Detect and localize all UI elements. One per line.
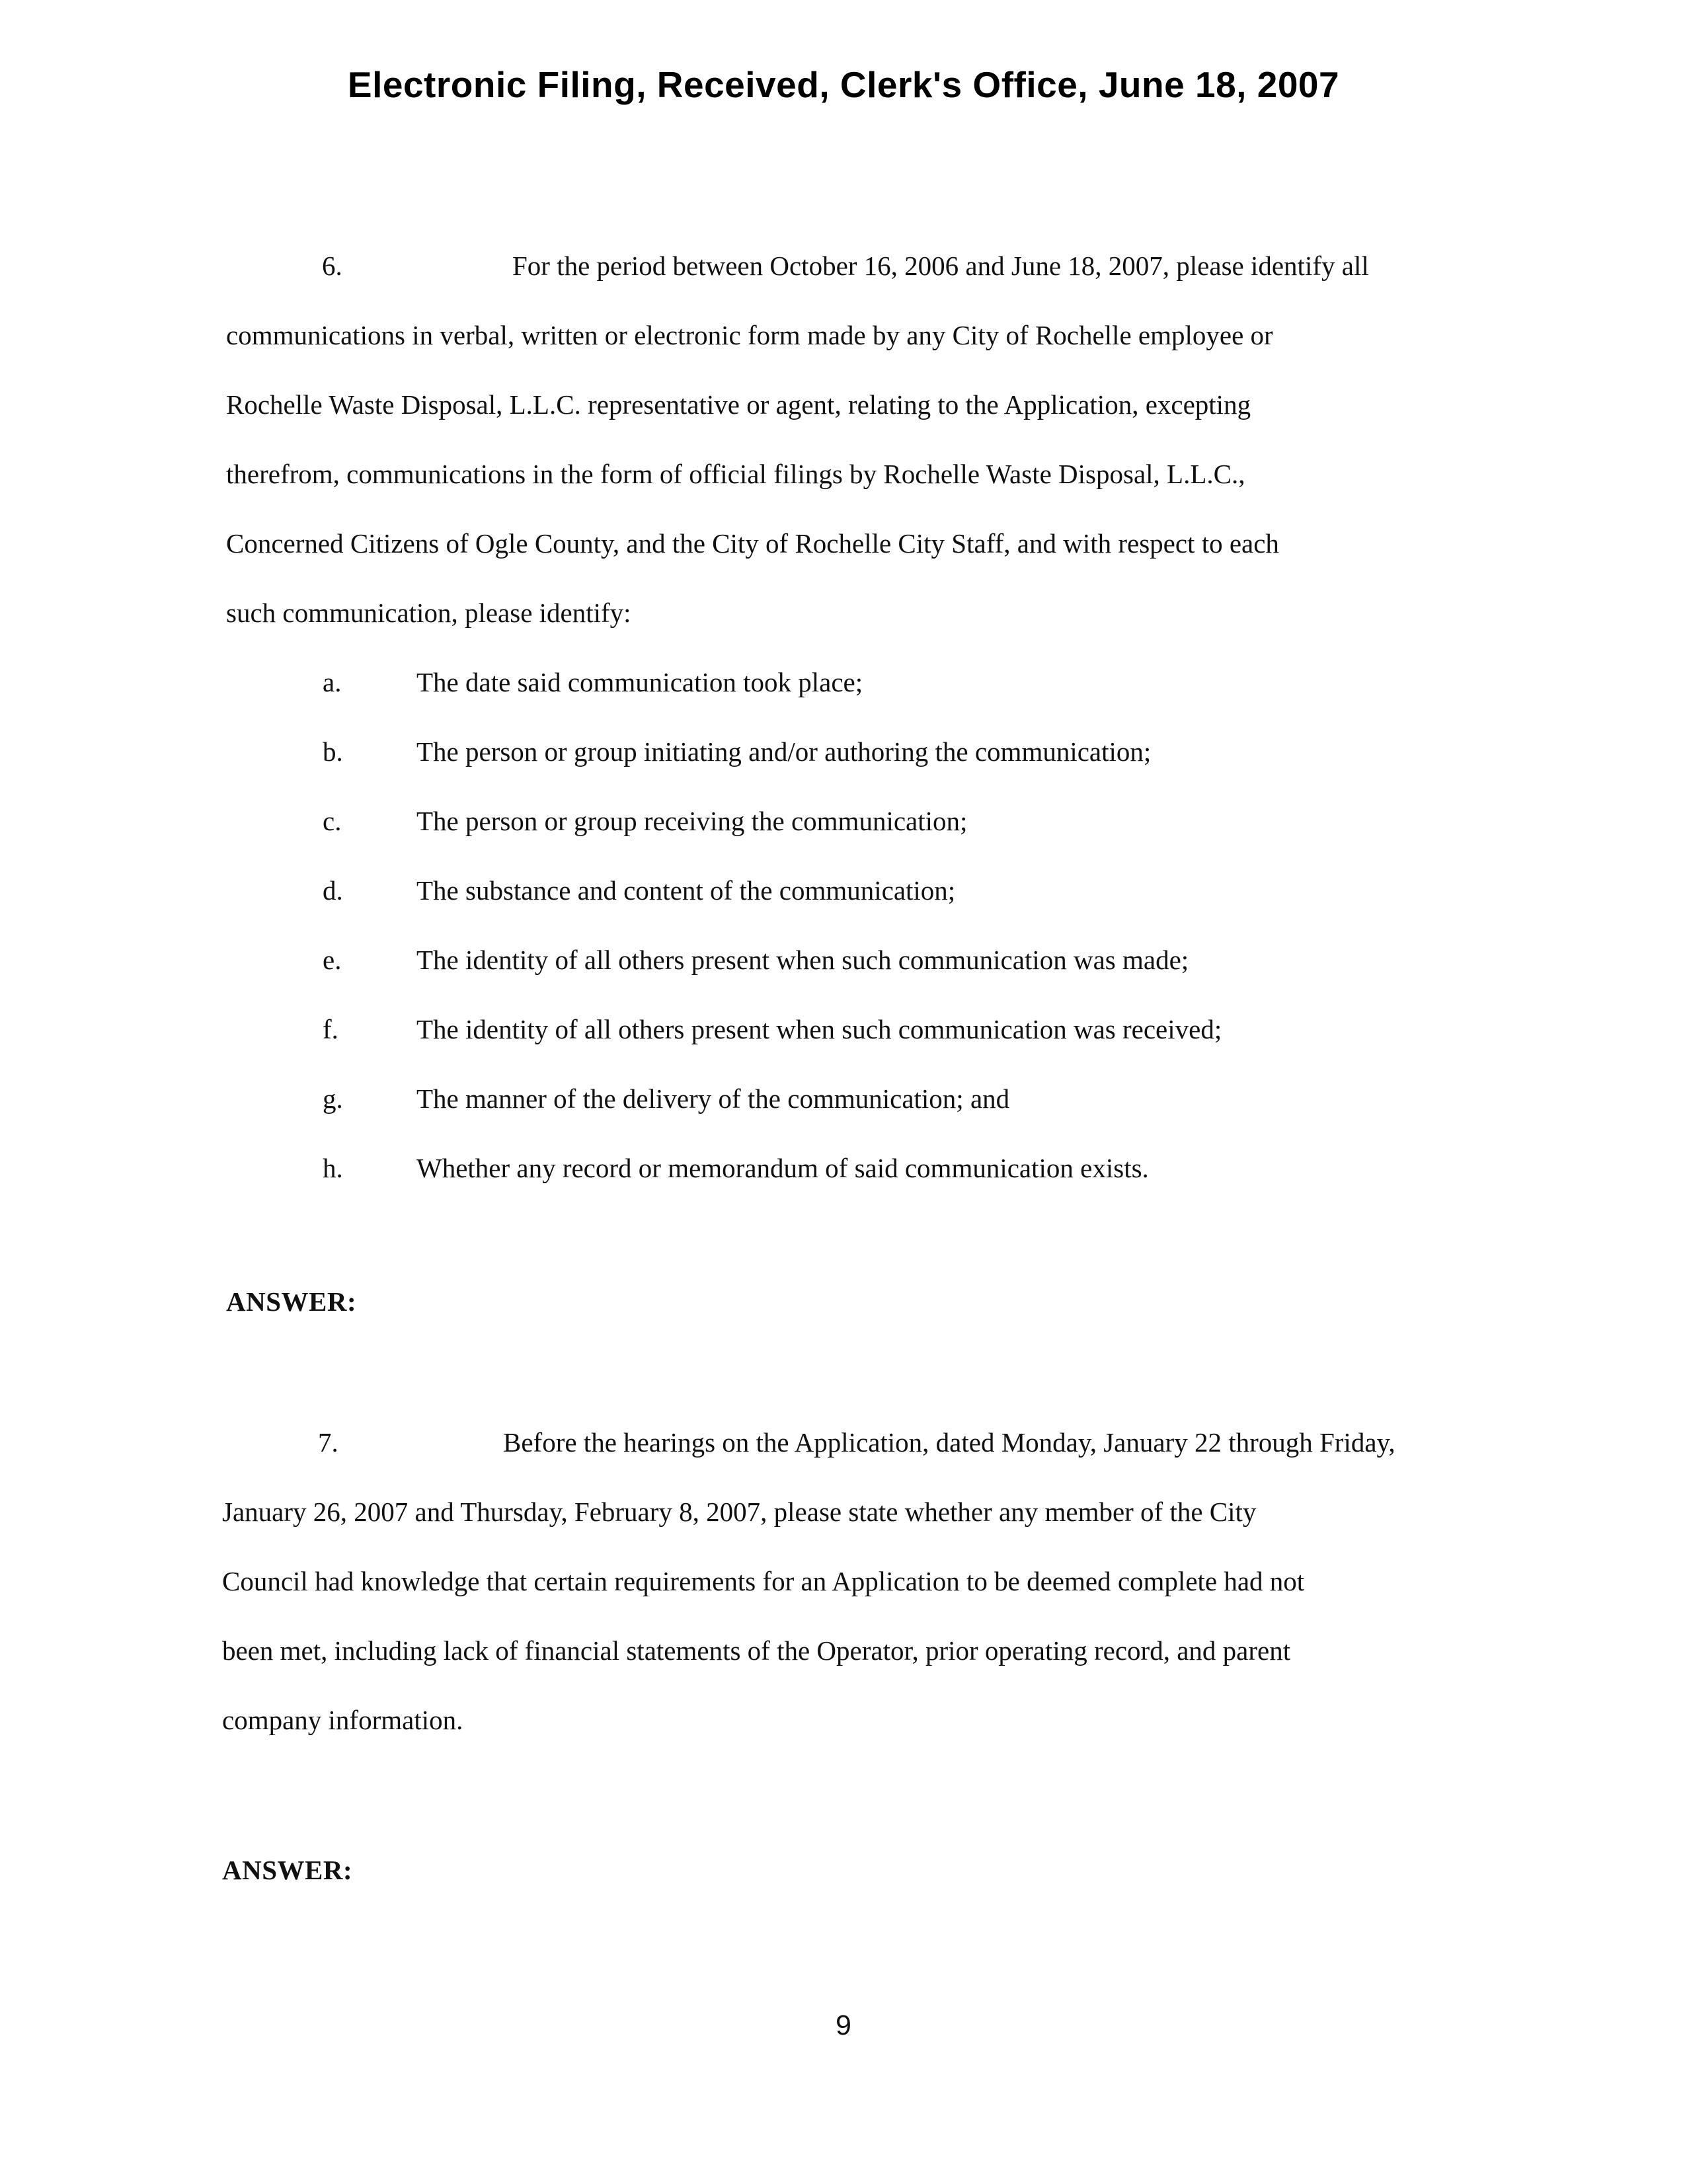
list-item-letter: e. <box>323 945 342 975</box>
list-item-letter: c. <box>323 806 342 836</box>
list-item <box>323 995 1512 1064</box>
list-item-text: The identity of all others present when such communication was made; <box>416 945 1189 975</box>
list-item-text: The person or group initiating and/or authoring the communication; <box>416 736 1152 767</box>
question-7-line: company information. <box>222 1705 463 1735</box>
page-number: 9 <box>836 2009 851 2041</box>
list-item <box>323 1064 1512 1134</box>
question-6-line: communications in verbal, written or electronic form made by any City of Rochelle employee or <box>226 320 1273 350</box>
question-7-number: 7. <box>318 1427 338 1458</box>
question-7-line: been met, including lack of financial statements of the Operator, prior operating record, and parent <box>222 1635 1291 1666</box>
question-7-line: Council had knowledge that certain requirements for an Application to be deemed complete had not <box>222 1566 1305 1596</box>
list-item-text: The manner of the delivery of the communication; and <box>416 1083 1010 1114</box>
list-item <box>323 1134 1512 1203</box>
list-item <box>323 717 1512 787</box>
list-item-text: The person or group receiving the communication; <box>416 806 968 836</box>
list-item <box>323 925 1512 995</box>
question-6-paragraph <box>226 231 1482 648</box>
list-item-letter: b. <box>323 736 343 767</box>
list-item-letter: d. <box>323 875 343 906</box>
answer-label-7: ANSWER: <box>222 1855 353 1885</box>
question-7-first-line: 7. Before the hearings on the Application, dated Monday, January 22 through Friday, <box>222 1408 1478 1477</box>
question-7-line: January 26, 2007 and Thursday, February 8, 2007, please state whether any member of the City <box>222 1497 1257 1527</box>
list-item-letter: a. <box>323 667 342 697</box>
filing-header: Electronic Filing, Received, Clerk's Office, June 18, 2007 <box>347 64 1340 105</box>
question-7-paragraph <box>222 1408 1478 1755</box>
question-6-subitems <box>323 648 1512 1203</box>
question-6-line: Concerned Citizens of Ogle County, and the City of Rochelle City Staff, and with respect to each <box>226 528 1279 559</box>
question-6-first-line: 6. For the period between October 16, 2006 and June 18, 2007, please identify all <box>226 231 1482 301</box>
list-item <box>323 787 1512 856</box>
list-item-text: The substance and content of the communication; <box>416 875 956 906</box>
list-item-letter: f. <box>323 1014 338 1044</box>
list-item-text: The identity of all others present when such communication was received; <box>416 1014 1222 1044</box>
list-item <box>323 648 1512 717</box>
list-item <box>323 856 1512 925</box>
question-6-line: therefrom, communications in the form of official filings by Rochelle Waste Disposal, L.L.C., <box>226 459 1245 489</box>
list-item-letter: g. <box>323 1083 343 1114</box>
question-6-line: Rochelle Waste Disposal, L.L.C. representative or agent, relating to the Application, excepting <box>226 389 1251 420</box>
question-6-number: 6. <box>322 251 342 281</box>
list-item-text: Whether any record or memorandum of said communication exists. <box>416 1153 1149 1183</box>
list-item-letter: h. <box>323 1153 343 1183</box>
question-6-line: such communication, please identify: <box>226 598 631 628</box>
answer-label-6: ANSWER: <box>226 1286 357 1317</box>
list-item-text: The date said communication took place; <box>416 667 863 697</box>
